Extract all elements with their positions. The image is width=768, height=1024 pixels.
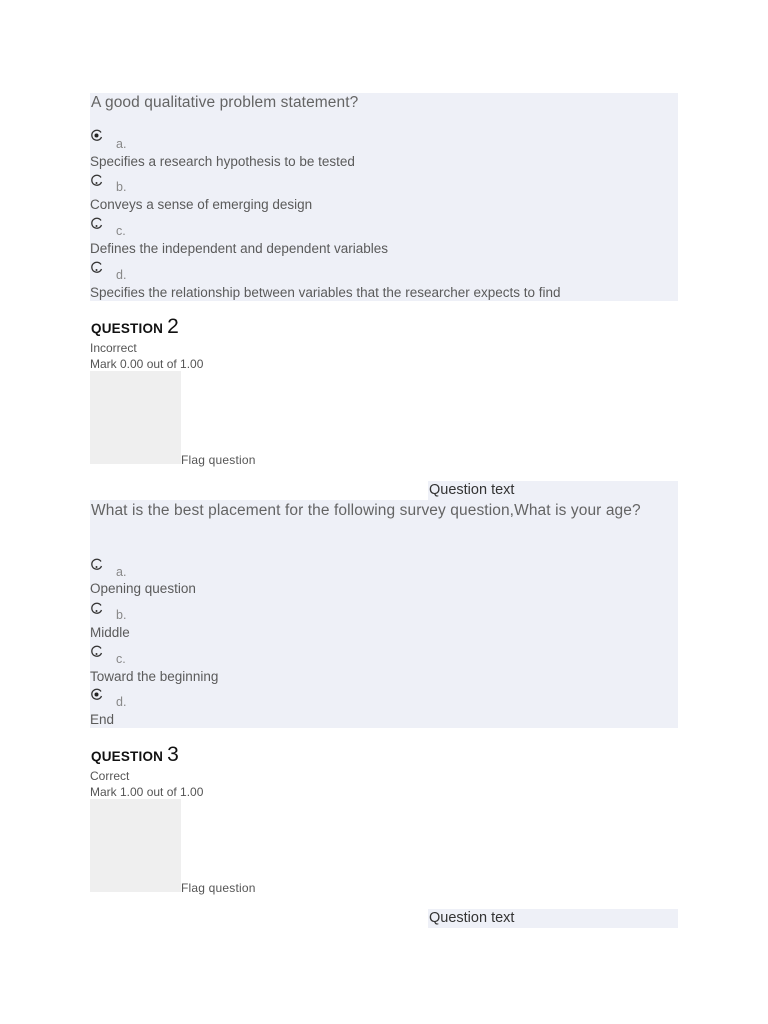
option-text[interactable]: Middle xyxy=(90,625,130,640)
question-text-label: Question text xyxy=(429,910,515,926)
radio-selected-icon[interactable] xyxy=(90,688,103,701)
option-letter: a. xyxy=(116,565,127,579)
question-2-text: What is the best placement for the following survey question,What is your age? xyxy=(91,502,641,519)
question-number: 3 xyxy=(167,743,179,766)
option-text[interactable]: Specifies a research hypothesis to be tested xyxy=(90,154,355,169)
question-label: QUESTION xyxy=(91,749,164,764)
flag-question-box[interactable] xyxy=(90,799,181,892)
question-2-status: Incorrect xyxy=(90,341,137,355)
radio-unselected-icon[interactable] xyxy=(90,558,103,571)
option-letter: d. xyxy=(116,268,127,282)
question-text-label: Question text xyxy=(429,482,515,498)
flag-question-box[interactable] xyxy=(90,371,181,464)
question-3-header xyxy=(91,743,179,767)
question-2-header xyxy=(91,315,179,339)
option-text[interactable]: Specifies the relationship between variables that the researcher expects to find xyxy=(90,285,561,300)
radio-unselected-icon[interactable] xyxy=(90,645,103,658)
radio-unselected-icon[interactable] xyxy=(90,217,103,230)
option-text[interactable]: Opening question xyxy=(90,581,196,596)
option-letter: b. xyxy=(116,608,127,622)
option-text[interactable]: Toward the beginning xyxy=(90,669,219,684)
option-letter: a. xyxy=(116,137,127,151)
question-2-panel xyxy=(90,500,678,728)
option-text[interactable]: End xyxy=(90,712,115,727)
question-2-mark: Mark 0.00 out of 1.00 xyxy=(90,357,204,371)
radio-selected-icon[interactable] xyxy=(90,129,103,142)
flag-question-label[interactable]: Flag question xyxy=(181,881,256,895)
radio-unselected-icon[interactable] xyxy=(90,261,103,274)
option-letter: d. xyxy=(116,695,127,709)
flag-question-label[interactable]: Flag question xyxy=(181,453,256,467)
option-letter: b. xyxy=(116,180,127,194)
question-label: QUESTION xyxy=(91,321,164,336)
option-letter: c. xyxy=(116,224,126,238)
question-3-mark: Mark 1.00 out of 1.00 xyxy=(90,785,204,799)
question-3-status: Correct xyxy=(90,769,130,783)
question-number: 2 xyxy=(167,315,179,338)
question-1-text: A good qualitative problem statement? xyxy=(91,94,359,111)
radio-unselected-icon[interactable] xyxy=(90,602,103,615)
radio-unselected-icon[interactable] xyxy=(90,174,103,187)
option-text[interactable]: Conveys a sense of emerging design xyxy=(90,197,313,212)
option-text[interactable]: Defines the independent and dependent variables xyxy=(90,241,388,256)
option-letter: c. xyxy=(116,652,126,666)
